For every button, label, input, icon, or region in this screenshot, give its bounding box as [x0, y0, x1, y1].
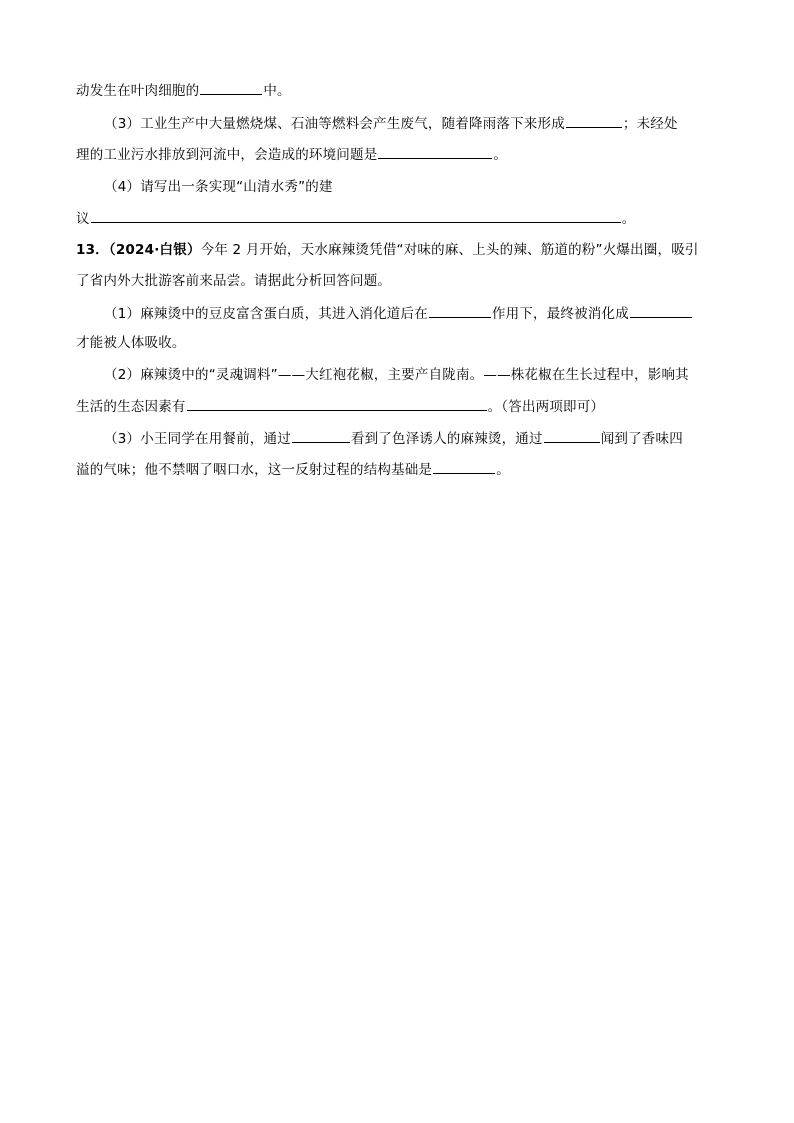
text-segment: （2）麻辣烫中的“灵魂调料”——大红袍花椒，主要产自陇南。——株花椒在生长过程中，影响其 [104, 367, 689, 383]
text-segment: 作用下，最终被消化成 [491, 306, 629, 322]
question-13-line-2 [76, 271, 391, 291]
answer-blank[interactable] [433, 459, 495, 474]
text-segment: （4）请写出一条实现“山清水秀”的建 [104, 179, 333, 195]
answer-blank[interactable] [429, 303, 491, 318]
text-segment: 。 [493, 147, 508, 163]
text-segment: 。 [621, 211, 636, 227]
question-13-part-3-line-2 [76, 459, 510, 480]
question-12-part-3-line-1 [104, 113, 678, 134]
question-13-part-1-line-2 [76, 333, 186, 353]
text-segment: 生活的生态因素有 [76, 399, 186, 415]
answer-blank[interactable] [630, 303, 692, 318]
text-segment: 议 [76, 211, 90, 227]
text-segment: （3）小王同学在用餐前，通过 [104, 431, 291, 447]
answer-blank[interactable] [187, 396, 487, 411]
text-segment: 。（答出两项即可） [487, 399, 605, 415]
text-segment: ；未经处 [622, 116, 678, 132]
answer-blank[interactable] [544, 428, 600, 443]
text-segment: 闻到了香味四 [600, 431, 683, 447]
question-12-line-continued [76, 80, 291, 101]
text-segment: 动发生在叶肉细胞的 [76, 83, 200, 99]
answer-blank[interactable] [566, 113, 622, 128]
text-segment: 。 [496, 462, 510, 478]
text-segment: 今年 2 月开始，天水麻辣烫凭借“对味的麻、上头的辣、筋道的粉”火爆出圈，吸引 [200, 242, 699, 258]
question-13-line-1 [76, 240, 699, 260]
question-13-part-3-line-1 [104, 428, 683, 449]
question-number: 13． [76, 242, 109, 258]
answer-blank[interactable] [200, 80, 262, 95]
text-segment: （3）工业生产中大量燃烧煤、石油等燃料会产生废气，随着降雨落下来形成 [104, 116, 565, 132]
text-segment: （1）麻辣烫中的豆皮富含蛋白质，其进入消化道后在 [104, 306, 428, 322]
text-segment: 才能被人体吸收。 [76, 335, 186, 351]
text-segment: 了省内外大批游客前来品尝。请据此分析回答问题。 [76, 273, 392, 289]
question-source: （2024·白银） [108, 242, 201, 258]
answer-blank[interactable] [91, 208, 621, 223]
answer-blank[interactable] [292, 428, 350, 443]
text-segment: 看到了色泽诱人的麻辣烫，通过 [350, 431, 543, 447]
answer-blank[interactable] [378, 144, 492, 159]
text-segment: 理的工业污水排放到河流中，会造成的环境问题是 [76, 147, 378, 163]
text-segment: 中。 [263, 83, 291, 99]
question-13-part-2-line-1 [104, 365, 689, 385]
question-13-part-1-line-1 [104, 303, 693, 324]
question-12-part-4-line-2 [76, 208, 635, 229]
question-12-part-4-line-1 [104, 177, 333, 197]
question-12-part-3-line-2 [76, 144, 507, 165]
question-13-part-2-line-2 [76, 396, 604, 417]
text-segment: 溢的气味；他不禁咽了咽口水，这一反射过程的结构基础是 [76, 462, 433, 478]
